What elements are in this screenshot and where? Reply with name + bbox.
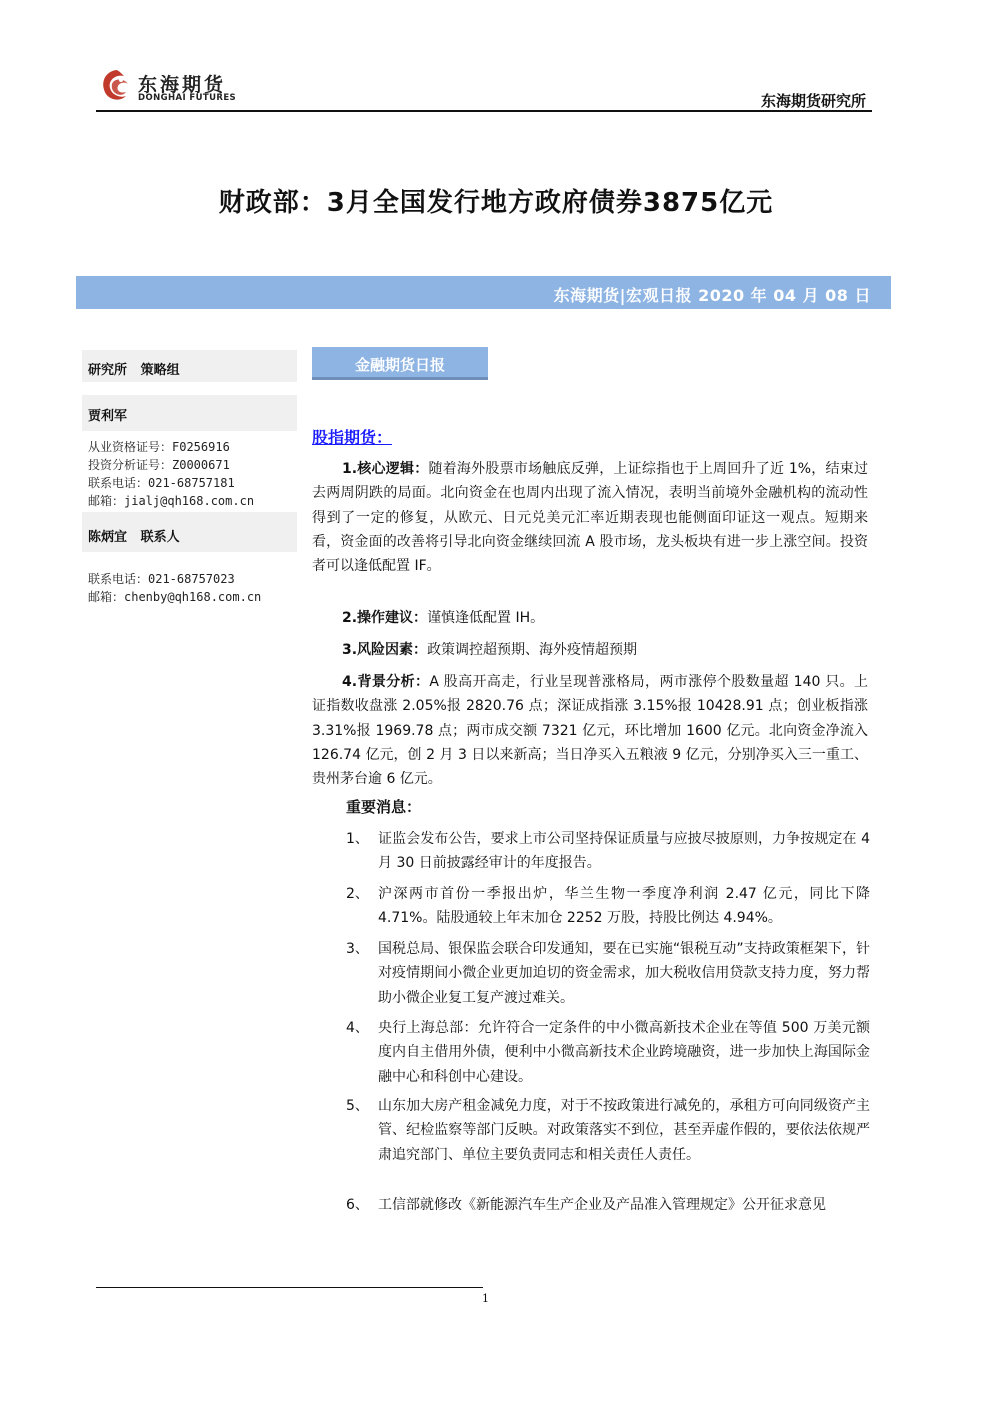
analyst1-name: 贾利军 <box>88 409 128 424</box>
news-number: 6、 <box>346 1197 369 1213</box>
paragraph-core-logic <box>312 457 868 578</box>
paragraph-text: 随着海外股票市场触底反弹，上证综指也于上周回升了近 1%，结束过去两周阴跌的局面。北向资金在也周内出现了流入情况，表明当前境外金融机构的流动性得到了一定的修复，从欧元、日元兑美元汇率近期表现也能侧面印证这一观点。短期来看，资金面的改善将引导北向资金继续回流 A 股市场，龙头板块有进一步上涨空间。投资者可以逢低配置 IF。 <box>312 461 868 575</box>
analyst1-phone: 联系电话：021-68757181 <box>88 476 235 490</box>
footer-divider <box>96 1287 483 1288</box>
section-label-box <box>312 347 488 380</box>
paragraph-label: 3.风险因素： <box>342 642 428 658</box>
page-title: 财政部：3月全国发行地方政府债券3875亿元 <box>218 188 774 218</box>
paragraph-label: 4.背景分析： <box>342 674 430 690</box>
paragraph-background-analysis <box>312 670 868 791</box>
paragraph-label: 1.核心逻辑： <box>342 461 429 477</box>
analyst1-email: 邮箱：jialj@qh168.com.cn <box>88 494 255 508</box>
paragraph-text: 政策调控超预期、海外疫情超预期 <box>427 642 638 658</box>
news-item <box>346 827 870 876</box>
news-text: 山东加大房产租金减免力度，对于不按政策进行减免的，承租方可向同级资产主管、纪检监察等部门反映。对政策落实不到位，甚至弄虚作假的，要依法依规严肃追究部门、单位主要负责同志和相关责任人责任。 <box>378 1098 870 1163</box>
news-text: 沪深两市首份一季报出炉，华兰生物一季度净利润 2.47 亿元，同比下降 4.71%。陆股通较上年末加仓 2252 万股，持股比例达 4.94%。 <box>378 886 870 927</box>
paragraph-text: 谨慎逢低配置 IH。 <box>427 610 545 626</box>
news-number: 5、 <box>346 1098 369 1114</box>
news-number: 1、 <box>346 831 369 847</box>
news-item <box>346 1016 870 1089</box>
analyst2-email: 邮箱：chenby@qh168.com.cn <box>88 590 262 604</box>
news-item <box>346 937 870 1010</box>
analyst2-phone: 联系电话：021-68757023 <box>88 572 235 586</box>
news-number: 4、 <box>346 1020 369 1036</box>
analyst2-name: 陈炳宜 联系人 <box>88 530 180 545</box>
analyst1-qualification: 从业资格证号：F0256916 <box>88 440 230 454</box>
section-label: 金融期货日报 <box>354 356 445 374</box>
news-item <box>346 1193 870 1217</box>
analyst1-contact <box>88 438 254 510</box>
report-banner <box>76 276 891 309</box>
page-number: 1 <box>482 1292 489 1305</box>
paragraph-risk-factors <box>312 638 868 662</box>
analyst1-investment-cert: 投资分析证号：Z0000671 <box>88 458 230 472</box>
news-text: 工信部就修改《新能源汽车生产企业及产品准入管理规定》公开征求意见 <box>378 1197 826 1213</box>
analyst2-contact <box>88 570 261 606</box>
news-number: 2、 <box>346 886 369 902</box>
logo-english-name: DONGHAI FUTURES <box>138 93 237 103</box>
paragraph-text: A 股高开高走，行业呈现普涨格局，两市涨停个股数量超 140 只。上证指数收盘涨 2.05%报 2820.76 点；深证成指涨 3.15%报 10428.91 点；创业板指涨 3.31%报 1969.78 点；两市成交额 7321 亿元，环比增加 1600 亿元。北向资金净流入 126.74 亿元，创 2 月 3 日以来新高；当日净买入五粮液 9 亿元，分别净买入三一重工、贵州茅台逾 6 亿元。 <box>312 674 868 788</box>
news-text: 证监会发布公告，要求上市公司坚持保证质量与应披尽披原则，力争按规定在 4 月 30 日前披露经审计的年度报告。 <box>378 831 870 872</box>
news-text: 央行上海总部：允许符合一定条件的中小微高新技术企业在等值 500 万美元额度内自主借用外债，便利中小微高新技术企业跨境融资，进一步加快上海国际金融中心和科创中心建设。 <box>378 1020 870 1085</box>
header-organization: 东海期货研究所 <box>760 92 866 110</box>
banner-text: 东海期货|宏观日报 2020 年 04 月 08 日 <box>553 286 871 305</box>
header-divider <box>96 110 872 112</box>
news-item <box>346 882 870 931</box>
sidebar-department: 研究所 策略组 <box>88 363 180 378</box>
paragraph-operation-advice <box>312 606 868 630</box>
subheading-stock-index-futures: 股指期货： <box>312 428 393 447</box>
news-item <box>346 1094 870 1167</box>
news-heading: 重要消息： <box>346 798 422 816</box>
dragon-emblem-icon <box>103 70 128 100</box>
news-number: 3、 <box>346 941 369 957</box>
logo-chinese-name: 东海期货 <box>138 74 227 96</box>
news-text: 国税总局、银保监会联合印发通知，要在已实施“银税互动”支持政策框架下，针对疫情期间小微企业更加迫切的资金需求，加大税收信用贷款支持力度，努力帮助小微企业复工复产渡过难关。 <box>378 941 870 1006</box>
paragraph-label: 2.操作建议： <box>342 610 428 626</box>
